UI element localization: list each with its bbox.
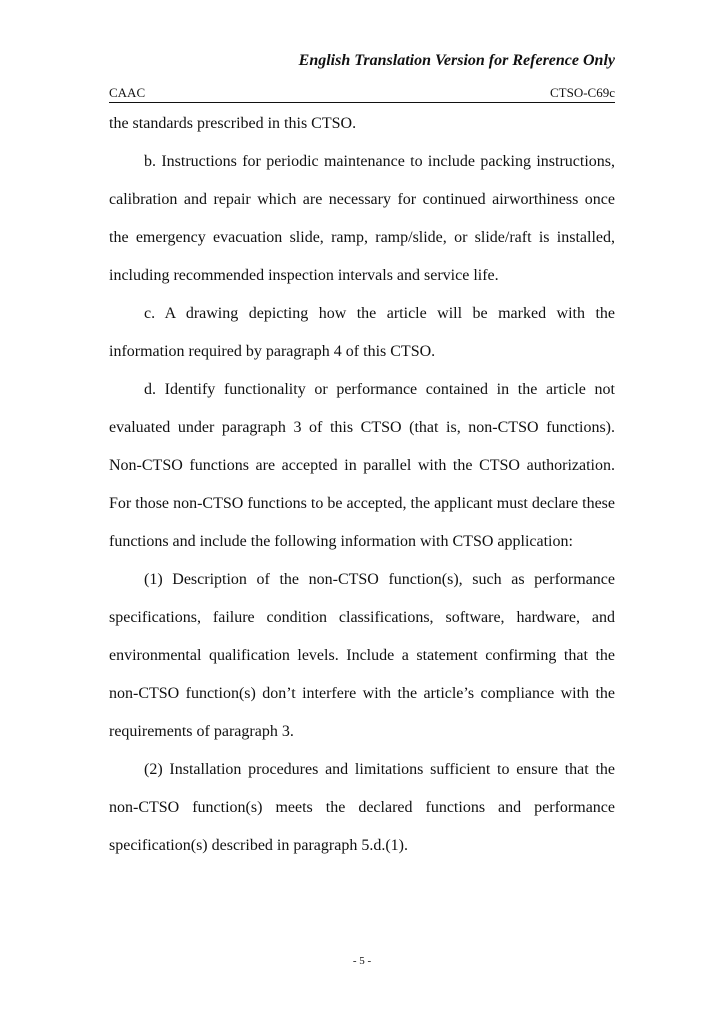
paragraph-d-2: (2) Installation procedures and limitations sufficient to ensure that the non-CTSO function(s) meets the declared functions and performance specification(s) described in paragraph 5.d.(1). — [109, 761, 615, 854]
header-org: CAAC — [109, 85, 146, 100]
page-header — [109, 86, 615, 103]
paragraph-b: b. Instructions for periodic maintenance to include packing instructions, calibration and repair which are necessary for continued airworthiness once the emergency evacuation slide, ramp, ramp/slide, or slide/raft is installed, including recommended inspection intervals and service life. — [109, 153, 615, 284]
paragraph-d-1: (1) Description of the non-CTSO function(s), such as performance specifications, failure condition classifications, software, hardware, and environmental qualification levels. Include a statement confirming that the non-CTSO function(s) don’t interfere with the article’s compliance with the requirements of paragraph 3. — [109, 571, 615, 740]
page-number: - 5 - — [352, 955, 372, 967]
document-body — [109, 105, 615, 865]
translation-banner: English Translation Version for Reference Only — [298, 52, 615, 69]
paragraph-c: c. A drawing depicting how the article will be marked with the information required by paragraph 4 of this CTSO. — [109, 305, 615, 360]
paragraph-continuation: the standards prescribed in this CTSO. — [109, 115, 357, 132]
header-doc-id: CTSO-C69c — [550, 85, 615, 100]
paragraph-d: d. Identify functionality or performance contained in the article not evaluated under paragraph 3 of this CTSO (that is, non-CTSO functions). Non-CTSO functions are accepted in parallel with the CTSO authorization. For those non-CTSO functions to be accepted, the applicant must declare these functions and include the following information with CTSO application: — [109, 381, 615, 550]
